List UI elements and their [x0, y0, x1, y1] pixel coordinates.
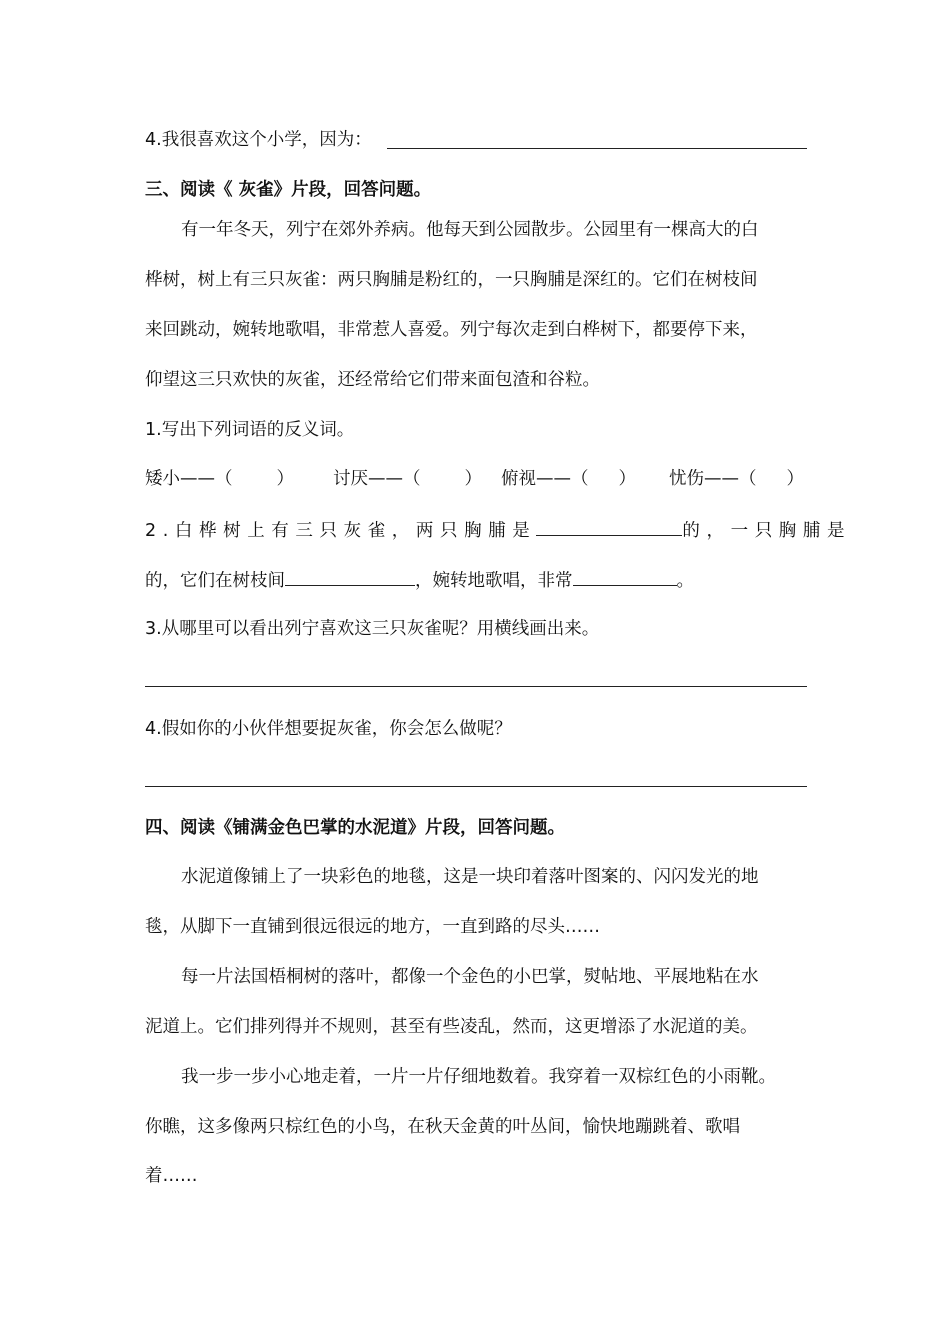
question-2-line-2: 的，它们在树枝间 ，婉转地歌唱，非常 。 — [145, 567, 807, 593]
question-4-top-text: 4.我很喜欢这个小学，因为： — [145, 130, 372, 150]
question-1: 1.写出下列词语的反义词。 — [145, 420, 355, 440]
passage-line: 我一步一步小心地走着，一片一片仔细地数着。我穿着一双棕红色的小雨靴。 — [181, 1067, 776, 1087]
passage-line: 有一年冬天，列宁在郊外养病。他每天到公园散步。公园里有一棵高大的白 — [181, 220, 759, 240]
question-2-line-1: 2.白桦树上有三只灰雀，两只胸脯是 的，一只胸脯是 — [145, 517, 807, 543]
passage-line: 泥道上。它们排列得并不规则，甚至有些凌乱，然而，这更增添了水泥道的美。 — [145, 1017, 758, 1037]
antonym-item[interactable]: 讨厌——（ ） — [333, 469, 482, 489]
blank-3[interactable] — [573, 567, 677, 586]
section-3-heading: 三、阅读《 灰雀》片段，回答问题。 — [145, 180, 432, 200]
passage-line: 毯，从脚下一直铺到很远很远的地方，一直到路的尽头…… — [145, 917, 600, 937]
antonym-item[interactable]: 俯视——（ ） — [501, 469, 636, 489]
section-4-heading: 四、阅读《铺满金色巴掌的水泥道》片段，回答问题。 — [145, 818, 565, 838]
answer-line-q4-top[interactable] — [387, 148, 807, 149]
answer-line-q3[interactable] — [145, 686, 807, 687]
passage-line: 桦树，树上有三只灰雀：两只胸脯是粉红的，一只胸脯是深红的。它们在树枝间 — [145, 270, 758, 290]
question-3: 3.从哪里可以看出列宁喜欢这三只灰雀呢？用横线画出来。 — [145, 619, 600, 639]
question-4: 4.假如你的小伙伴想要捉灰雀，你会怎么做呢？ — [145, 719, 512, 739]
passage-line: 来回跳动，婉转地歌唱，非常惹人喜爱。列宁每次走到白桦树下，都要停下来， — [145, 320, 758, 340]
blank-2[interactable] — [285, 567, 415, 586]
antonym-item[interactable]: 矮小——（ ） — [145, 469, 294, 489]
passage-line: 你瞧，这多像两只棕红色的小鸟，在秋天金黄的叶丛间，愉快地蹦跳着、歌唱 — [145, 1117, 740, 1137]
passage-line: 每一片法国梧桐树的落叶，都像一个金色的小巴掌，熨帖地、平展地粘在水 — [181, 967, 759, 987]
antonym-item[interactable]: 忧伤——（ ） — [669, 469, 804, 489]
blank-1[interactable] — [536, 517, 682, 536]
answer-line-q4[interactable] — [145, 786, 807, 787]
passage-line: 着…… — [145, 1166, 198, 1186]
passage-line: 仰望这三只欢快的灰雀，还经常给它们带来面包渣和谷粒。 — [145, 370, 600, 390]
passage-line: 水泥道像铺上了一块彩色的地毯，这是一块印着落叶图案的、闪闪发光的地 — [181, 867, 759, 887]
